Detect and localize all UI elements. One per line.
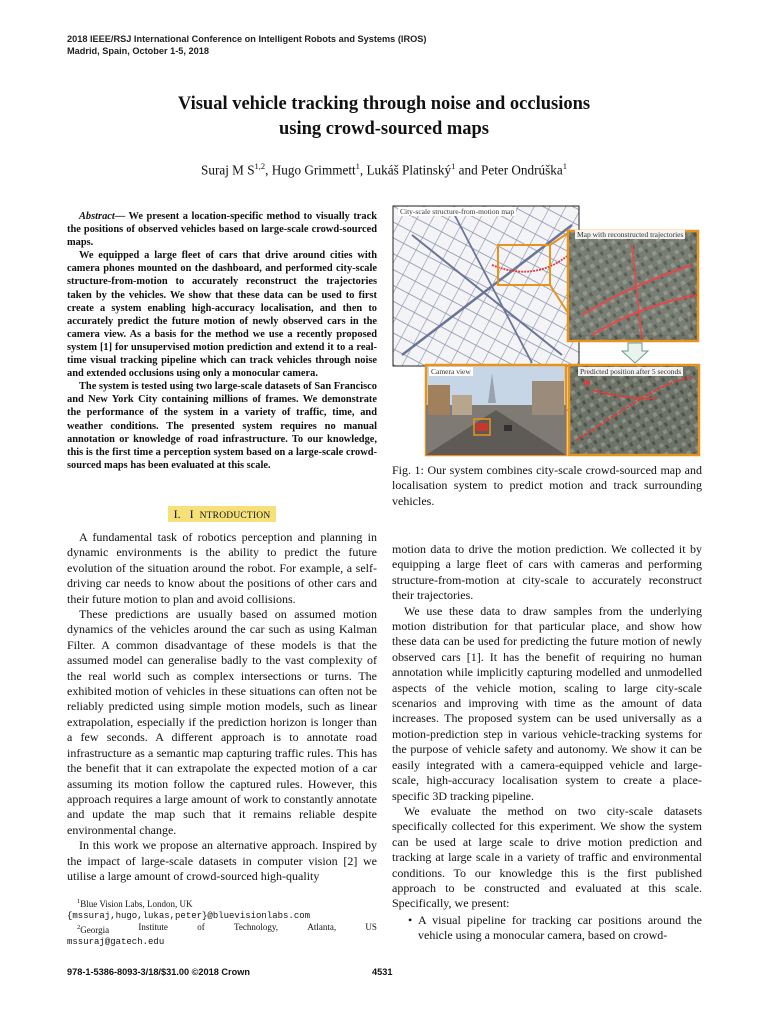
footnote-text: Georgia bbox=[80, 925, 110, 935]
footnote-word: US bbox=[365, 922, 377, 932]
section-number: I. bbox=[171, 506, 184, 522]
author-list: Suraj M S$^{1,2}$, Hugo Grimmett$^1$, Lukáš Platinský$^1$ and Peter Ondrúška$^1$ bbox=[201, 161, 567, 178]
footer-isbn: 978-1-5386-8093-3/18/$31.00 ©2018 Crown bbox=[67, 967, 250, 977]
figure-label-trajectories: Map with reconstructed trajectories bbox=[577, 230, 684, 239]
figure-label-prediction: Predicted position after 5 seconds bbox=[580, 367, 682, 376]
author-name: Suraj M S bbox=[201, 162, 255, 178]
figure-1 bbox=[392, 205, 704, 457]
section-heading-highlight bbox=[168, 506, 277, 522]
contribution-list bbox=[392, 913, 702, 944]
footnote-word: Technology, bbox=[234, 922, 279, 932]
body-paragraph: A fundamental task of robotics perception and planning in dynamic environments is the ability to predict the future evolution of the situation around the robot. For example, a self-driving car needs to know about the positions of other cars and their future motion to plan and avoid collisions. bbox=[67, 530, 377, 606]
introduction-body bbox=[67, 530, 377, 884]
author-conjunction: and bbox=[458, 162, 478, 178]
body-paragraph: We evaluate the method on two city-scale datasets specifically collected for this experiment. We show the system can be used at large scale to drive motion prediction and tracking at large scale in a variety of traffic and environmental conditions. To our knowledge this is the first published approach to be constructed and evaluated at this scale. Specifically, we present: bbox=[392, 803, 702, 911]
paper-title bbox=[60, 92, 708, 142]
right-column-body bbox=[392, 542, 702, 944]
conference-header bbox=[67, 33, 426, 57]
title-line-2: using crowd-sourced maps bbox=[278, 119, 490, 139]
footnotes bbox=[67, 896, 377, 948]
author-affiliation: 1 bbox=[562, 161, 567, 171]
conference-location: Madrid, Spain, October 1-5, 2018 bbox=[67, 46, 209, 56]
section-title-initial: I bbox=[187, 506, 197, 522]
body-paragraph: motion data to drive the motion prediction. We collected it by equipping a large fleet of cars with cameras and performing structure-from-motion at city-scale to accurately reconstruct their trajectories. bbox=[392, 542, 702, 603]
body-paragraph: These predictions are usually based on assumed motion dynamics of the vehicles around the car such as using Kalman Filter. A common disadvantage of these models is that the assumed model can generalise badly to the vast complexity of the real world such as complex intersections or turns. The exhibited motion of vehicles in these situations can often not be reliably predicted using simple motion models, such as linear extrapolation, especially if the prediction horizon is longer than a few seconds. A different approach is to annotate road infrastructure as a semantic map capturing traffic rules. This has the benefit that it can extrapolate the expected motion of a car assuming its motion follow the captured rules. However, this approach requires a large amount of work to constantly annotate and update the map such that it remains reliable despite environmental change. bbox=[67, 607, 377, 837]
footnote-email: mssuraj@gatech.edu bbox=[67, 936, 165, 947]
abstract-text: We present a location-specific method to visually track the positions of observed vehicles based on large-scale crowd-sourced maps. bbox=[67, 211, 377, 249]
prediction-panel bbox=[569, 365, 699, 455]
abstract-paragraph: The system is tested using two large-scale datasets of San Francisco and New York City containing millions of frames. We demonstrate the performance of the system in a variety of traffic, time, and weather conditions. The presented system requires no manual annotation or knowledge of road infrastructure. To our knowledge, this is the first time a perception system based on a large-scale crowd-sourced maps has been evaluated at this scale. bbox=[67, 381, 377, 471]
author-affiliation: 1 bbox=[355, 161, 360, 171]
figure-label-city-map: City-scale structure-from-motion map bbox=[400, 207, 515, 216]
bullet-icon: • bbox=[408, 912, 413, 927]
conference-name: 2018 IEEE/RSJ International Conference on Intelligent Robots and Systems (IROS) bbox=[67, 34, 427, 44]
footnote-emails: {mssuraj,hugo,lukas,peter}@bluevisionlabs.com bbox=[67, 910, 311, 921]
figure-label-camera: Camera view bbox=[431, 367, 471, 376]
body-paragraph: We use these data to draw samples from the underlying motion distribution for that particular place, and show how these data can be used for predicting the future motion of newly observed cars [1]. It has the benefit of requiring no human annotation while implicitly capturing modelled and unmodelled aspects of the vehicle motion, scaling to large city-scale scenarios and improving with time as the amount of data increases. The proposed system can be used universally as a motion-prediction step in various vehicle-tracking systems for the purpose of vehicle safety and autonomy. We show it can be easily integrated with a camera-equipped vehicle and large-scale, high-accuracy localisation system to create a place-specific 3D tracking pipeline. bbox=[392, 603, 702, 803]
author-affiliation: 1,2 bbox=[254, 161, 266, 171]
figure-1-graphic bbox=[392, 205, 704, 457]
abstract-paragraph: Abstract— We present a location-specific method to visually track the positions of observed vehicles based on large-scale crowd-sourced maps. bbox=[67, 211, 377, 249]
author-name: Peter Ondrúška bbox=[481, 162, 563, 178]
footnote-word: Atlanta, bbox=[307, 922, 337, 932]
footnote-marker: 2 bbox=[77, 924, 81, 931]
contribution-text: A visual pipeline for tracking car positions around the vehicle using a monocular camera, based on crowd- bbox=[418, 912, 702, 943]
figure-1-caption: Fig. 1: Our system combines city-scale crowd-sourced map and localisation system to predict motion and track surrounding vehicles. bbox=[392, 463, 702, 508]
down-arrow-icon bbox=[622, 343, 648, 363]
footnote-1 bbox=[67, 896, 377, 911]
footnote-word: Institute bbox=[138, 922, 168, 932]
section-heading-introduction bbox=[67, 507, 377, 522]
section-title-rest: NTRODUCTION bbox=[197, 510, 274, 522]
abstract-paragraph: We equipped a large fleet of cars that drive around cities with camera phones mounted on the dashboard, and performed city-scale structure-from-motion to accurately reconstruct the trajectories taken by the vehicles. We show that these data can be used to first create a system enabling high-accuracy localisation, and then to accurately predict the future motion of newly observed cars in the camera view. As a basis for the method we use a recently proposed system [1] for unsupervised motion prediction and extend it to a real-time visual tracking pipeline which can track vehicles through noise and extended occlusions using only a monocular camera. bbox=[67, 250, 377, 380]
footnote-word bbox=[77, 922, 109, 937]
footnote-affiliation: Blue Vision Labs, London, UK bbox=[80, 899, 193, 909]
abstract bbox=[67, 210, 377, 472]
contribution-item bbox=[392, 913, 702, 944]
page-number: 4531 bbox=[372, 967, 393, 977]
abstract-label: Abstract bbox=[79, 211, 115, 222]
title-line-1: Visual vehicle tracking through noise and occlusions bbox=[177, 94, 591, 114]
author-affiliation: 1 bbox=[451, 161, 456, 171]
author-name: Hugo Grimmett bbox=[271, 162, 356, 178]
body-paragraph: In this work we propose an alternative approach. Inspired by the impact of large-scale datasets in computer vision [2] we utilise a large amount of crowd-sourced high-quality bbox=[67, 838, 377, 883]
author-name: Lukáš Platinský bbox=[366, 162, 452, 178]
footnote-marker: 1 bbox=[77, 898, 81, 905]
footnote-2 bbox=[67, 922, 377, 937]
footnote-word: of bbox=[197, 922, 205, 932]
